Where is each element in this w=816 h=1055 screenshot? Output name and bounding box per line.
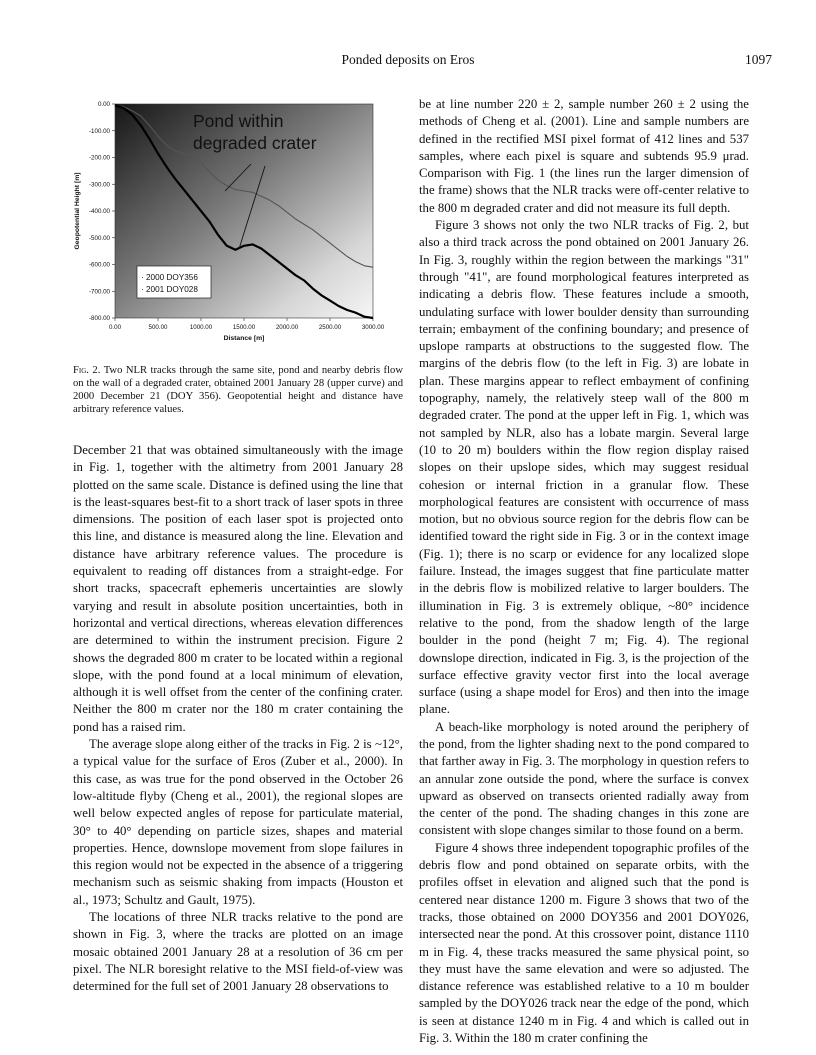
pond-annotation: Pond within (193, 111, 284, 131)
caption-text: Two NLR tracks through the same site, pond and nearby debris flow on the wall of a degraded crater, obtained 2001 January 28 (upper curve) and 2000 December 21 (DOY 356). Geopotential height and distance have arbitrary reference values. (73, 365, 403, 415)
y-tick-label: 0.00 (97, 101, 110, 109)
y-tick-label: -700.00 (89, 288, 110, 296)
right-column (419, 96, 749, 1047)
paragraph: The locations of three NLR tracks relative to the pond are shown in Fig. 3, where the tracks are plotted on an image mosaic obtained 2001 January 28 at a resolution of 36 cm per pixel. The NLR boresight relative to the MSI field-of-view was determined for the full set of 2001 January 28 observations to (73, 910, 403, 994)
caption-label: Fig. 2. (73, 365, 101, 376)
paragraph: be at line number 220 ± 2, sample number 260 ± 2 using the methods of Cheng et al. (2001). Line and sample numbers are defined in the rectified MSI pixel format of 412 lines and 537 samples, where each pixel is square and subtends 95.9 μrad. Comparison with Fig. 1 (the lines run the larger dimension of the frame) shows that the NLR tracks were off-center relative to the 800 m degraded crater and did not measure its full depth. (419, 97, 749, 215)
x-tick-label: 2000.00 (275, 324, 299, 331)
paragraph: A beach-like morphology is noted around the periphery of the pond, from the lighter shading next to the pond compared to that farther away in Fig. 3. The morphology in question refers to an annular zone outside the pond, where the surface is convex upward as observed on transects oriented radially away from the center of the pond. The shading changes in this zone are consistent with slope changes similar to those found on a berm. (419, 719, 749, 838)
left-column (73, 96, 403, 996)
running-title: Ponded deposits on Eros (341, 52, 475, 67)
y-tick-label: -800.00 (89, 315, 110, 323)
legend-entry: · 2000 DOY356 (141, 273, 198, 282)
x-tick-label: 0.00 (108, 324, 122, 331)
y-tick-label: -400.00 (89, 208, 110, 216)
y-tick-label: -600.00 (89, 261, 110, 269)
paragraph: Figure 4 shows three independent topographic profiles of the debris flow and pond obtained on separate orbits, with the profiles offset in elevation and aligned such that the pond is centered near distance 1200 m. Figure 3 shows that two of the tracks, those obtained on 2000 DOY356 and 2001 DOY026, intersected near the pond. At this crossover point, distance 1110 m in Fig. 4, these tracks measured the same physical point, so they must have the same elevation and were so adjusted. The distance reference was established relative to a 10 m boulder sampled by the DOY026 track near the edge of the pond, which is seen at distance 1240 m in Fig. 4 and which is called out in Fig. 3. Within the 180 m crater confining the (419, 840, 749, 1046)
y-axis-label: Geopotential Height [m] (74, 172, 81, 250)
y-tick-label: -200.00 (89, 154, 110, 162)
figure-2 (73, 96, 403, 358)
x-tick-label: 1000.00 (189, 324, 213, 331)
y-tick-label: -100.00 (89, 127, 110, 135)
pond-annotation: degraded crater (193, 133, 317, 153)
running-head (0, 52, 816, 70)
y-tick-label: -300.00 (89, 181, 110, 189)
y-tick-label: -500.00 (89, 234, 110, 242)
paragraph: Figure 3 shows not only the two NLR tracks of Fig. 2, but also a third track across the pond obtained on 2001 January 26. In Fig. 3, roughly within the region between the markings "31" through "41", are found morphological features interpreted as indicating a debris flow. These features include a smooth, undulating surface with lower boulder density than surrounding terrain; embayment of the confining boundary; and presence of upslope ramparts at obstructions to the suggested flow. The margins of the debris flow (to the left in Fig. 3) are lobate in plan. These margins appear to reflect embayment of confining topography, namely, the relatively steep wall of the 800 m degraded crater. The pond at the upper left in Fig. 1, which was not sampled by NLR, also has a lobate margin. Several large (10 to 20 m) boulders within the flow region display raised slopes on their upslope sides, which may suggest residual cohesion or internal friction in a granular flow. These morphological features are consistent with occurrence of mass motion, but no obvious source region for the debris flow can be identified toward the right side in Fig. 3 or in the context image (Fig. 1); there is no scarp or evidence for any localized slope failure. Instead, the images suggest that fine particulate matter in the debris flow is mobilized relative to larger boulders. The illumination in Fig. 3 is extremely oblique, ~80° incidence relative to the pond, from the shadow length of the large boulder in the pond (height 7 m; Fig. 4). The regional downslope direction, indicated in Fig. 3, is the projection of the surface effective gravity vector first into the local average surface (using a shape model for Eros) and then into the image plane. (419, 218, 749, 717)
x-tick-label: 3000.00 (361, 324, 385, 331)
x-axis-label: Distance [m] (223, 335, 265, 342)
left-body-text (73, 442, 403, 996)
x-tick-label: 2500.00 (318, 324, 342, 331)
elevation-profile-chart (73, 96, 403, 358)
legend-entry: · 2001 DOY028 (141, 285, 198, 294)
x-tick-label: 500.00 (148, 324, 168, 331)
paragraph: The average slope along either of the tracks in Fig. 2 is ~12°, a typical value for the surface of Eros (Zuber et al., 2000). In this case, as was true for the pond observed in the October 26 low-altitude flyby (Cheng et al., 2001), the regional slopes are well below expected angles of repose for particulate material, 30° to 40° depending on particle sizes, shapes and material properties. Hence, downslope movement from slope failures in this region would not be expected in the absence of a triggering mechanism such as seismic shaking from impacts (Houston et al., 1973; Schultz and Gault, 1975). (73, 737, 403, 907)
x-tick-label: 1500.00 (232, 324, 256, 331)
page-number: 1097 (745, 52, 772, 67)
paragraph: December 21 that was obtained simultaneously with the image in Fig. 1, together with the altimetry from 2001 January 28 plotted on the same scale. Distance is defined using the line that is the least-squares best-fit to a short track of laser spots in three dimensions. The position of each laser spot is projected onto this line, and distance is measured along the line. Elevation and distance have arbitrary reference values. The procedure is equivalent to reading off distances from a straight-edge. For short tracks, spacecraft ephemeris uncertainties are slowly varying and result in absolute position uncertainties, both in horizontal and vertical directions, whereas elevation differences are determined to within the instrument precision. Figure 2 shows the degraded 800 m crater to be located within a regional slope, with the pond found at a local minimum of elevation, although it is well offset from the center of the confining crater. Neither the 800 m crater nor the 180 m crater containing the pond has a raised rim. (73, 443, 403, 734)
figure-caption (73, 364, 403, 416)
